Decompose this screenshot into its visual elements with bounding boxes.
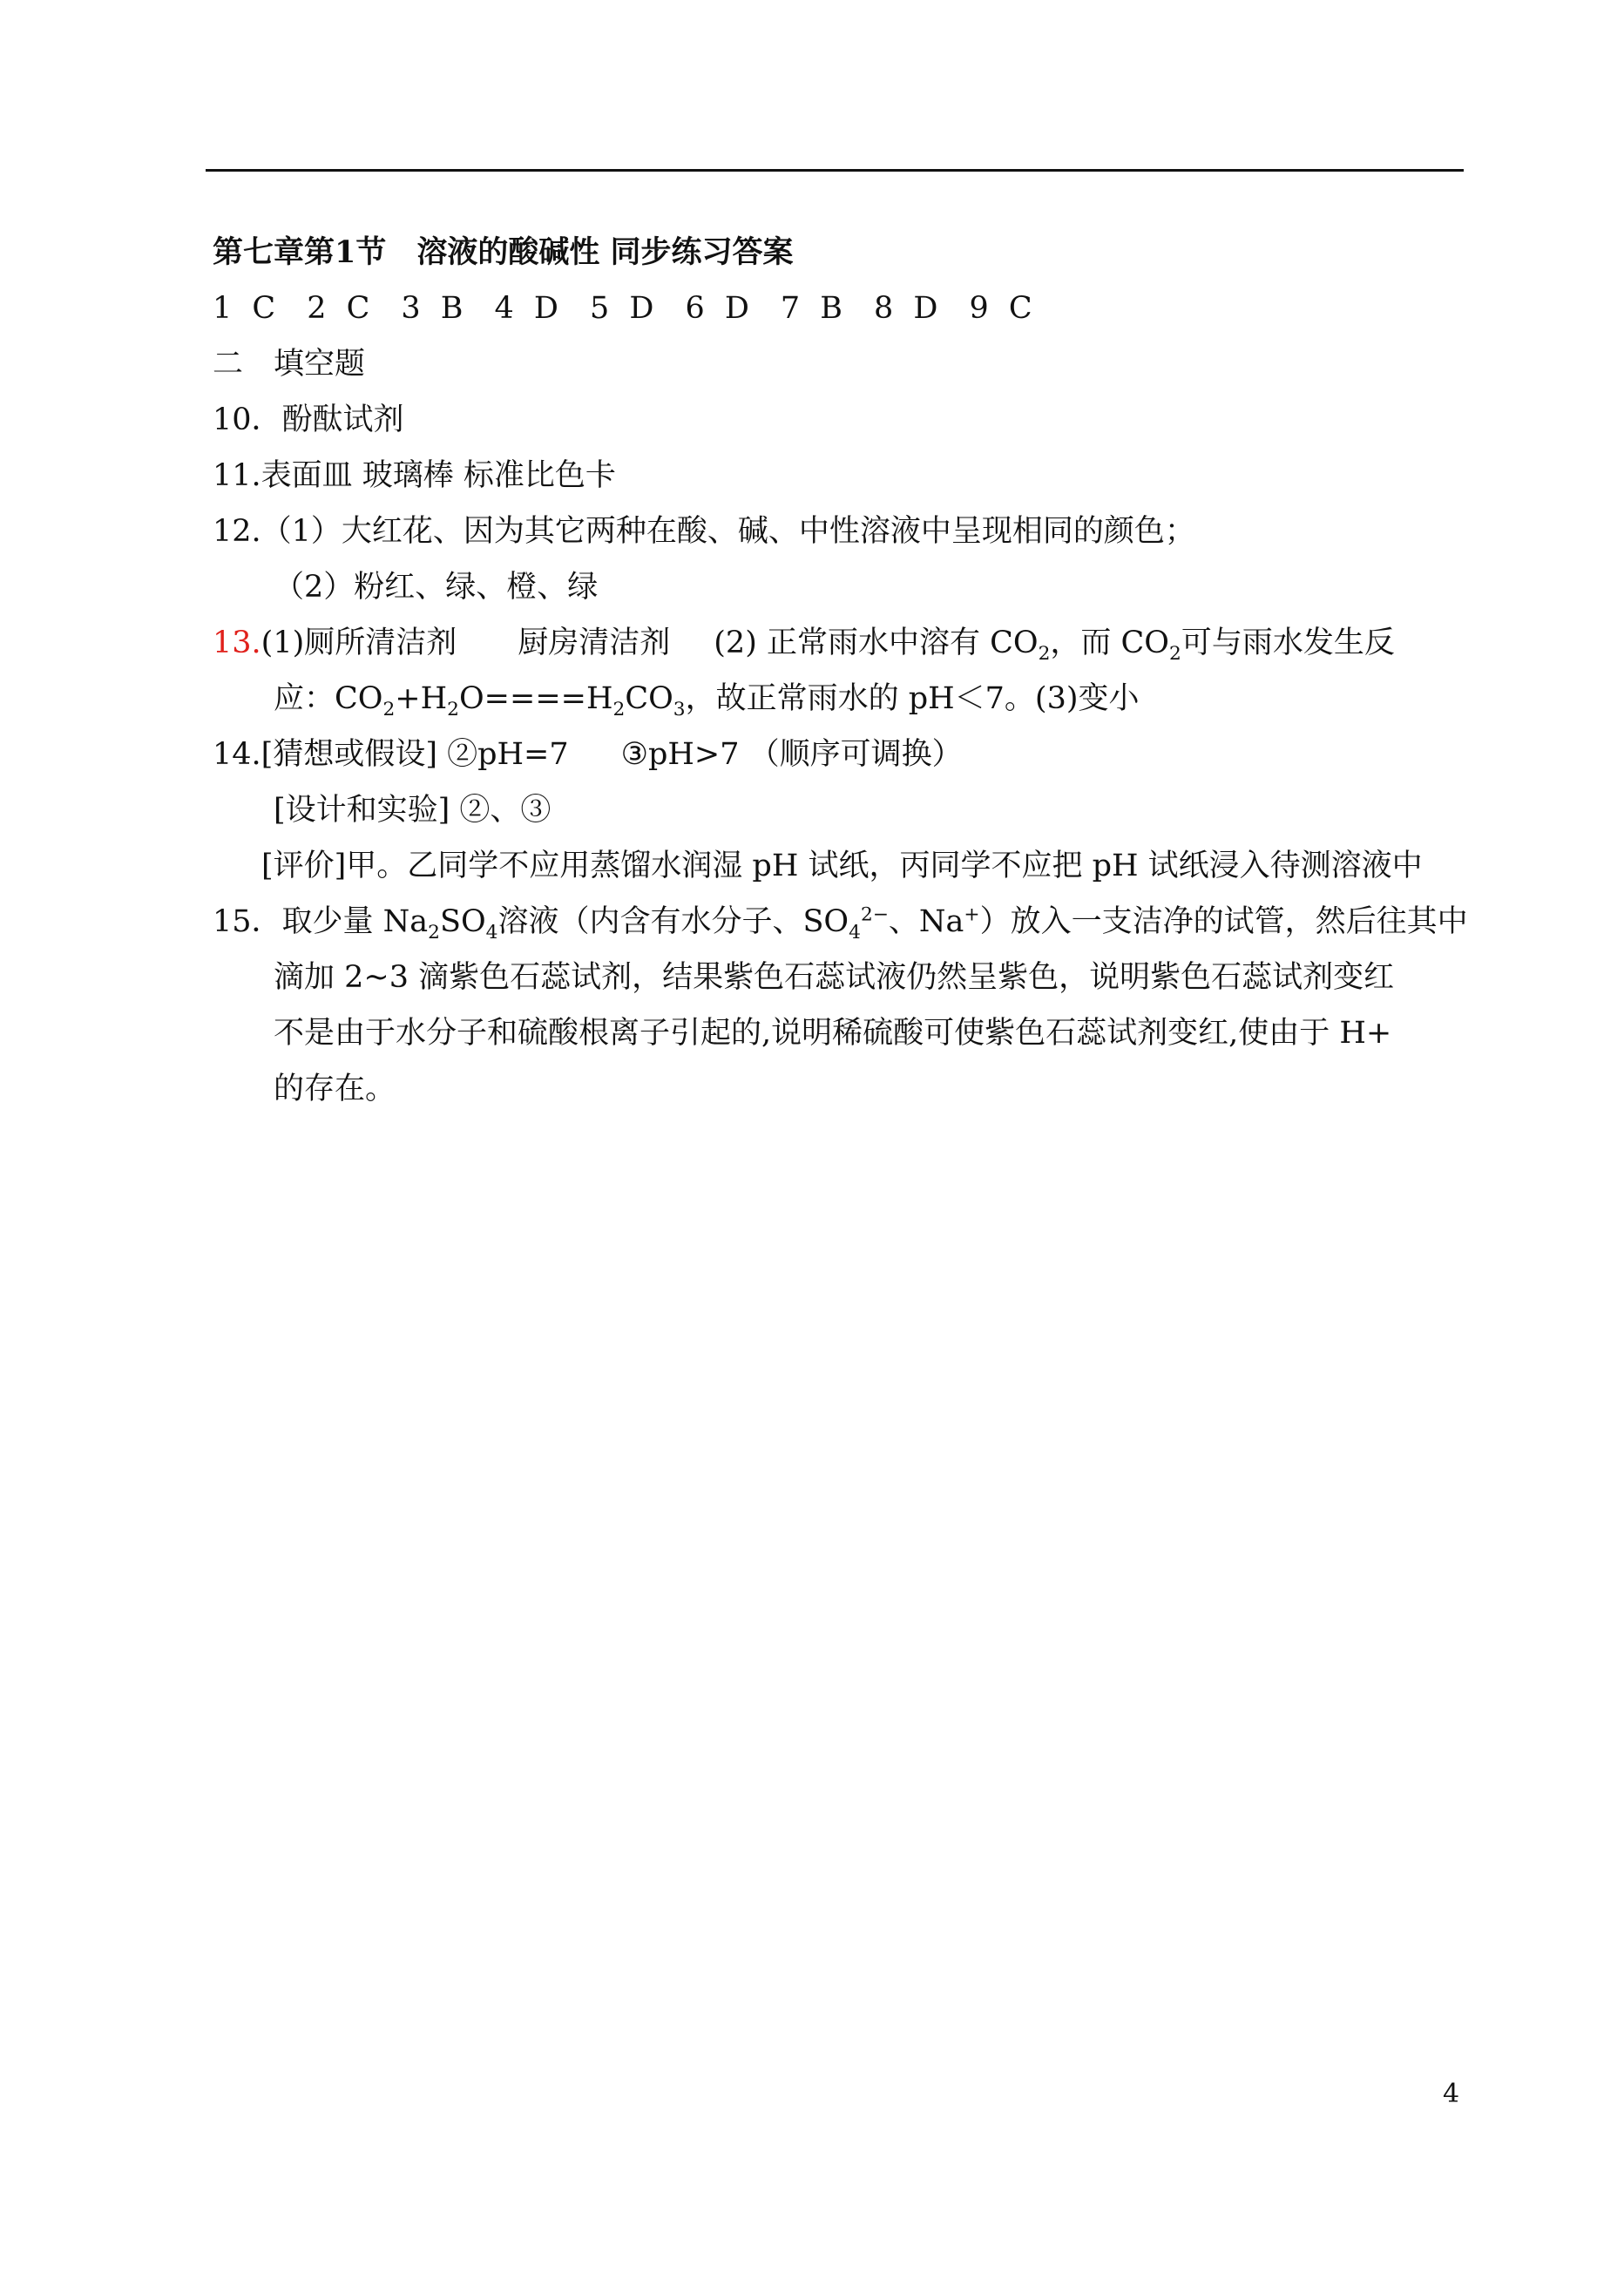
subscript: 4 <box>849 922 861 944</box>
subscript: 2 <box>428 922 440 944</box>
page-title: 第七章第1节 溶液的酸碱性 同步练习答案 <box>213 234 794 270</box>
page-number: 4 <box>1443 2079 1460 2109</box>
answer-q14-line1 <box>213 727 1467 782</box>
q13-equation-text: +H <box>395 681 448 716</box>
q14-hypothesis-a: 14.[猜想或假设] ②pH=7 <box>213 737 569 772</box>
subscript: 2 <box>1169 643 1181 665</box>
superscript: + <box>964 903 980 926</box>
answer-q14-line2: [设计和实验] ②、③ <box>274 793 551 828</box>
q14-hypothesis-b: ③pH>7 （顺序可调换） <box>620 737 963 772</box>
choice-answer: 1 C <box>213 291 281 326</box>
q13-part2-text: ，而 CO <box>1050 626 1169 660</box>
q15-text: 15．取少量 Na <box>213 904 429 939</box>
q13-equation-text: ，故正常雨水的 pH＜7。(3)变小 <box>685 681 1140 716</box>
answer-q15-line4: 的存在。 <box>274 1072 396 1106</box>
subscript: 2 <box>382 699 396 720</box>
answer-q15-line3: 不是由于水分子和硫酸根离子引起的,说明稀硫酸可使紫色石蕊试剂变红,使由于 H+ <box>274 1016 1392 1051</box>
q13-part1b: 厨房清洁剂 <box>518 626 671 660</box>
q15-text: ）放入一支洁净的试管，然后往其中 <box>979 904 1468 939</box>
choice-answers <box>213 281 1467 336</box>
choice-answer: 7 B <box>780 291 849 326</box>
q15-text: SO <box>439 904 486 939</box>
subscript: 4 <box>485 922 498 944</box>
choice-answer: 9 C <box>969 291 1038 326</box>
subscript: 2 <box>447 699 459 720</box>
answer-q12-line1: 12.（1）大红花、因为其它两种在酸、碱、中性溶液中呈现相同的颜色； <box>213 514 1195 549</box>
q13-part2-text: (2) 正常雨水中溶有 CO <box>714 626 1039 660</box>
answer-q10: 10．酚酞试剂 <box>213 402 404 437</box>
q13-equation-text: CO <box>625 681 673 716</box>
answer-q13-line1 <box>213 615 1467 671</box>
subscript: 3 <box>673 699 686 720</box>
answer-sheet <box>213 225 1467 1117</box>
q13-equation-text: O====H <box>458 681 613 716</box>
choice-answer: 5 D <box>589 291 660 326</box>
header-rule <box>206 169 1464 172</box>
section-heading-fill-in: 二 填空题 <box>213 347 366 382</box>
subscript: 2 <box>1038 643 1051 665</box>
answer-q15-line1 <box>213 894 1467 950</box>
choice-answer: 4 D <box>494 291 564 326</box>
q13-number: 13. <box>213 626 261 660</box>
q15-text: 、Na <box>888 904 964 939</box>
answer-q13-line2 <box>213 671 1467 727</box>
q15-text: 溶液（内含有水分子、SO <box>497 904 849 939</box>
choice-answer: 8 D <box>874 291 944 326</box>
answer-q11: 11.表面皿 玻璃棒 标准比色卡 <box>213 458 616 493</box>
superscript: 2− <box>860 903 889 926</box>
choice-answer: 2 C <box>307 291 376 326</box>
q13-part1: (1)厕所清洁剂 <box>261 626 457 660</box>
q13-part2-text: 可与雨水发生反 <box>1181 626 1395 660</box>
subscript: 2 <box>612 699 626 720</box>
choice-answer: 3 B <box>401 291 469 326</box>
answer-q14-line3: [评价]甲。乙同学不应用蒸馏水润湿 pH 试纸，丙同学不应把 pH 试纸浸入待测溶液中 <box>261 849 1423 883</box>
q13-equation-text: 应：CO <box>274 681 383 716</box>
choice-answer: 6 D <box>685 291 754 326</box>
answer-q12-line2: （2）粉红、绿、橙、绿 <box>274 570 599 605</box>
answer-q15-line2: 滴加 2~3 滴紫色石蕊试剂，结果紫色石蕊试液仍然呈紫色，说明紫色石蕊试剂变红 <box>274 960 1395 995</box>
